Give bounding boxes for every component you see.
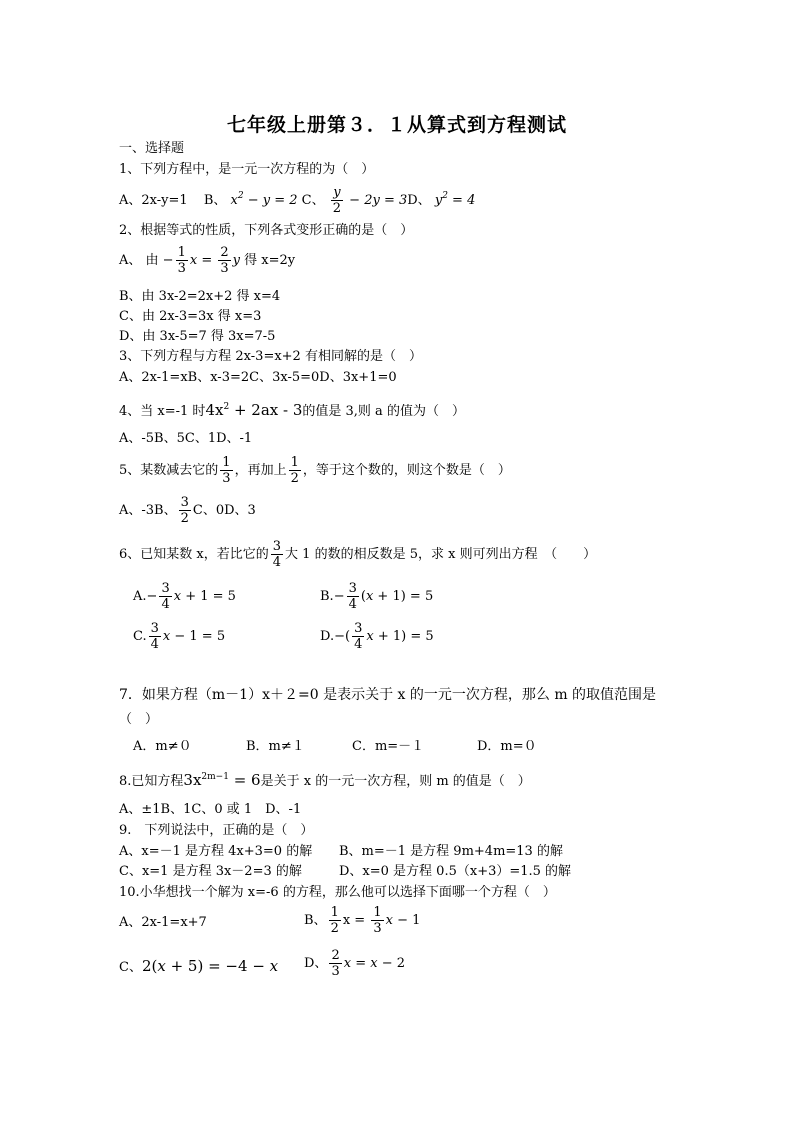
q10-option-b: B、 $\frac{1}{2}$ x = $\frac{1}{3}$ x − 1 (304, 905, 421, 936)
q5-options-start: A、-3B、 (119, 503, 177, 518)
question-9-stem: 9. 下列说法中，正确的是（ ） (119, 823, 314, 838)
q9-option-b: B、m=－1 是方程 9m+4m=13 的解 (339, 844, 563, 859)
q6-option-b-label: B. (320, 589, 334, 604)
q2-option-a-expr: − $\frac{1}{3}$ x = $\frac{2}{3}$ y (162, 245, 241, 276)
q9-option-a: A、x=－1 是方程 4x+3=0 的解 (119, 844, 313, 859)
q6-stem-start: 6、已知某数 x，若比它的 (119, 547, 269, 562)
q6-option-d-label: D. (320, 629, 335, 644)
question-8-options: A、±1B、1C、0 或 1 D、-1 (119, 802, 302, 817)
q1-option-b-expr: $x^2 - y = 2$ (230, 191, 298, 208)
q5-stem-end: ，等于这个数的，则这个数是（ ） (302, 463, 511, 478)
q1-option-d-expr: $y^2 = 4$ (434, 191, 476, 208)
question-5-options (119, 496, 256, 525)
q6-fraction: $\frac{3}{4}$ (272, 539, 282, 570)
q1-option-c-fraction: $\frac{y}{2}$ (332, 185, 342, 216)
q9-option-c: C、x=1 是方程 3x－2=3 的解 (119, 864, 302, 879)
q6-option-c-label: C. (133, 629, 147, 644)
section-heading: 一、选择题 (119, 141, 185, 156)
q8-expression: $3x^{2m-1} = 6$ (183, 771, 261, 789)
q6-option-b: B.− $\frac{3}{4}$ (x + 1) = 5 (320, 581, 434, 612)
q2-option-a-label: A、 由 (119, 253, 159, 268)
q2-option-a-result: 得 x=2y (244, 253, 296, 268)
q7-option-a: A．m≠０ (133, 739, 192, 754)
question-7-stem: 7．如果方程（m－1）x＋２=0 是表示关于 x 的一元一次方程，那么 m 的取值范围是 (119, 687, 657, 703)
q2-option-c: C、由 2x-3=3x 得 x=3 (119, 309, 262, 324)
question-3-stem: 3、下列方程与方程 2x-3=x+2 有相同解的是（ ） (119, 349, 422, 364)
q2-option-b: B、由 3x-2=2x+2 得 x=4 (119, 289, 281, 304)
q1-option-c-label: C、 (301, 193, 325, 208)
q10-option-a: A、2x-1=x+7 (119, 915, 207, 930)
q5-fraction-one-third: $\frac{1}{3}$ (222, 455, 231, 486)
q10-option-c: C、2(x + 5) = −4 − x (119, 957, 279, 975)
question-2-stem: 2、根据等式的性质，下列各式变形正确的是（ ） (119, 223, 414, 238)
q5-fraction-one-half: $\frac{1}{2}$ (290, 455, 299, 486)
q1-option-b-label: B、 (203, 193, 227, 208)
q10-option-b-label: B、 (304, 913, 327, 928)
q10-option-d: D、 $\frac{2}{3}$ x = x − 2 (304, 948, 406, 979)
q5-options-end: C、0D、3 (192, 503, 256, 518)
q1-option-c-expr: − 2y = 3 (345, 193, 408, 208)
question-5-stem (119, 456, 511, 485)
q10-option-d-label: D、 (304, 956, 328, 971)
q9-option-d: D、x=0 是方程 0.5（x+3）=1.5 的解 (339, 864, 572, 879)
q8-stem-start: 8.已知方程 (119, 774, 184, 789)
question-6-stem (119, 540, 596, 569)
q4-stem-end: 的值是 3,则 a 的值为（ ） (302, 404, 465, 419)
question-7-paren: （ ） (119, 712, 159, 727)
q6-option-a: A.− $\frac{3}{4}$ x + 1 = 5 (133, 581, 236, 612)
q6-option-c: C. $\frac{3}{4}$ x − 1 = 5 (133, 621, 226, 652)
q1-option-a: A、2x-y=1 (119, 193, 188, 208)
page-title: 七年级上册第３．１从算式到方程测试 (226, 114, 567, 136)
question-1-stem: 1、下列方程中，是一元一次方程的为（ ） (119, 162, 375, 177)
q1-option-d-label: D、 (407, 193, 431, 208)
q6-option-a-label: A. (133, 589, 147, 604)
question-4-stem (119, 403, 465, 418)
question-10-stem: 10.小华想找一个解为 x=-6 的方程，那么他可以选择下面哪一个方程（ ） (119, 885, 556, 900)
q7-option-c: C．m=－１ (352, 739, 425, 754)
q5-stem-start: 5、某数减去它的 (119, 463, 219, 478)
q7-option-b: B．m≠１ (246, 739, 305, 754)
q5-option-b-fraction: $\frac{3}{2}$ (180, 495, 189, 526)
question-3-options: A、2x-1=xB、x-3=2C、3x-5=0D、3x+1=0 (119, 370, 397, 385)
q7-option-d: D．m=０ (477, 739, 537, 754)
question-1-options (119, 186, 475, 215)
q2-option-a (119, 246, 295, 275)
q5-stem-middle: ，再加上 (234, 463, 287, 478)
q8-stem-end: 是关于 x 的一元一次方程，则 m 的值是（ ） (260, 774, 531, 789)
q4-stem-start: 4、当 x=-1 时 (119, 404, 206, 419)
q2-option-d: D、由 3x-5=7 得 3x=7-5 (119, 329, 276, 344)
q6-option-d: D.−( $\frac{3}{4}$ x + 1) = 5 (320, 621, 434, 652)
q6-stem-end: 大 1 的数的相反数是 5，求 x 则可列出方程 （ ） (285, 547, 597, 562)
q4-expression: $4x^2 + 2ax - 3$ (205, 401, 303, 419)
question-4-options: A、-5B、5C、1D、-1 (119, 431, 253, 446)
question-8-stem (119, 773, 531, 788)
q10-option-c-label: C、 (119, 960, 142, 975)
